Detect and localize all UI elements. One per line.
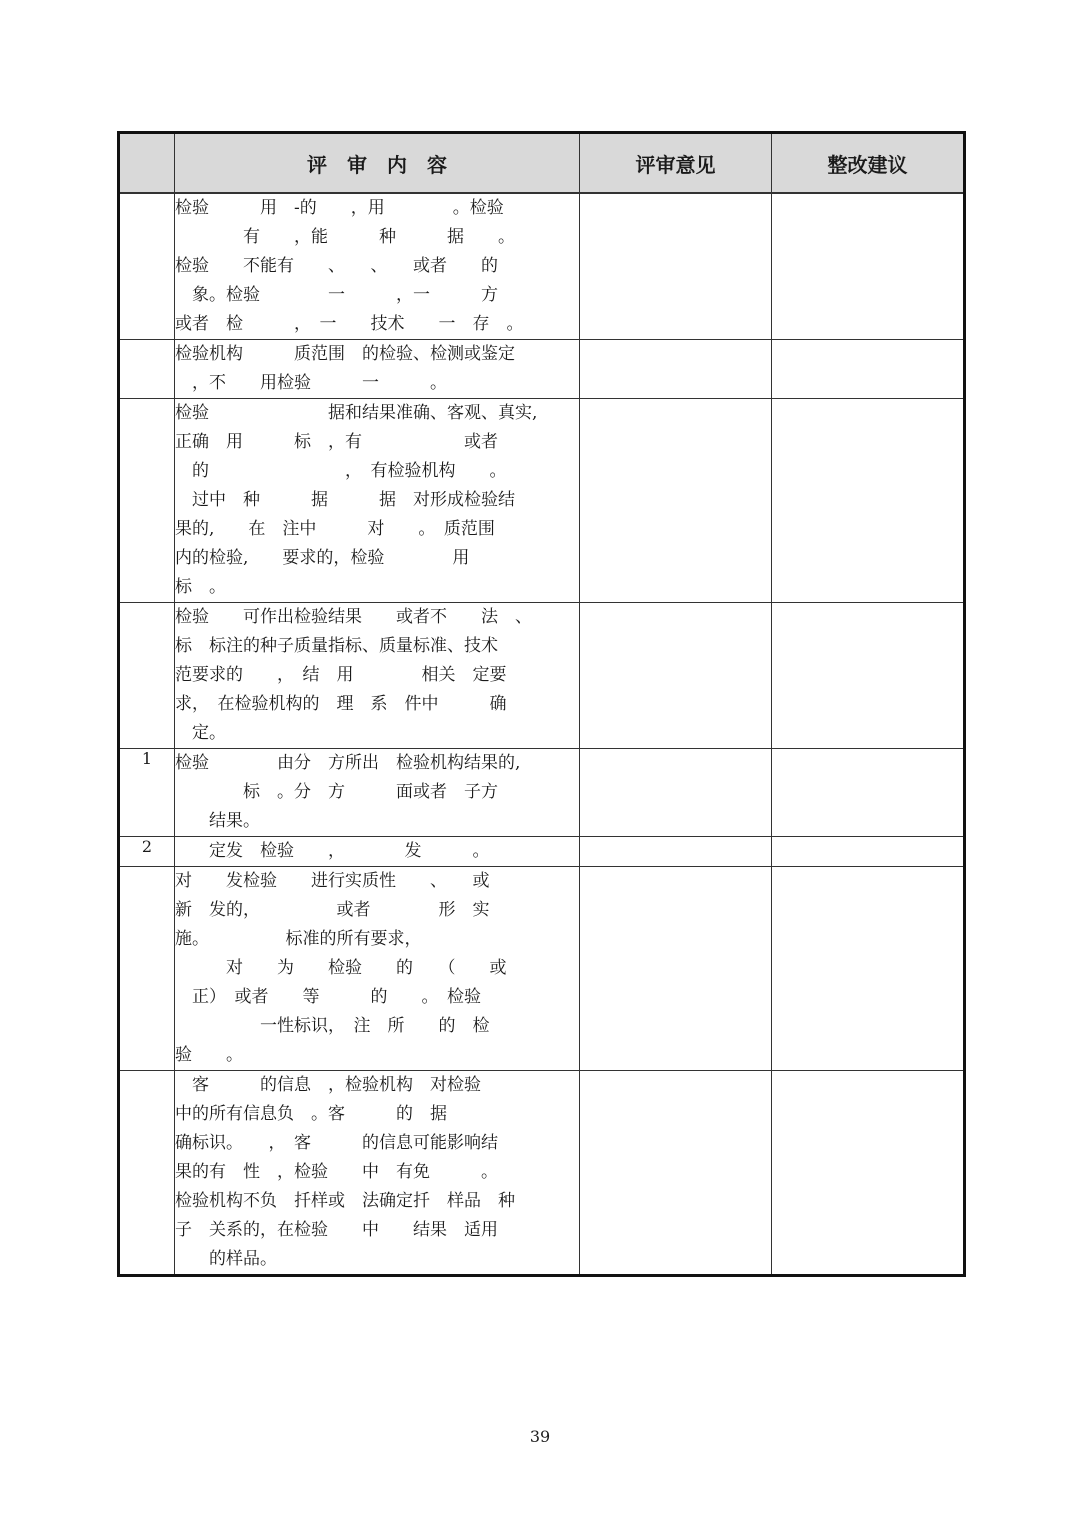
review-content-cell: 定发 检验 ， 发 。 <box>175 837 580 867</box>
row-number <box>119 603 175 749</box>
suggestion-cell[interactable] <box>772 837 965 867</box>
suggestion-cell[interactable] <box>772 1071 965 1276</box>
header-rectification-suggestion: 整改建议 <box>772 133 965 194</box>
review-opinion-cell[interactable] <box>580 399 772 603</box>
row-number <box>119 340 175 399</box>
suggestion-cell[interactable] <box>772 193 965 340</box>
table-header-row <box>119 133 965 194</box>
table-row <box>119 193 965 340</box>
header-number <box>119 133 175 194</box>
review-content-cell: 对 发检验 进行实质性 、 或 新 发的， 或者 形 实 施。 标准的所有要求， 对 为 检验 的 （ 或 正） 或者 等 的 。 检验 一性标识， 注 所 的 检 验 。 <box>175 867 580 1071</box>
table-row <box>119 399 965 603</box>
table-row <box>119 1071 965 1276</box>
suggestion-cell[interactable] <box>772 867 965 1071</box>
row-number <box>119 399 175 603</box>
suggestion-cell[interactable] <box>772 749 965 837</box>
row-number <box>119 867 175 1071</box>
review-content-cell: 客 的信息 ，检验机构 对检验 中的所有信息负 。客 的 据 确标识。 ， 客 的信息可能影响结 果的有 性 ，检验 中 有免 。 检验机构不负 扦样或 法确定扦 样品 种 子 关系的，在检验 中 结果 适用 的样品。 <box>175 1071 580 1276</box>
review-opinion-cell[interactable] <box>580 867 772 1071</box>
row-number <box>119 193 175 340</box>
suggestion-cell[interactable] <box>772 399 965 603</box>
review-opinion-cell[interactable] <box>580 837 772 867</box>
review-opinion-cell[interactable] <box>580 603 772 749</box>
review-content-cell: 检验机构 质范围 的检验、检测或鉴定 ，不 用检验 一 。 <box>175 340 580 399</box>
page-number: 39 <box>529 1427 551 1446</box>
header-review-content: 评 审 内 容 <box>175 133 580 194</box>
review-content-cell: 检验 由分 方所出 检验机构结果的, 标 。分 方 面或者 子方 结果。 <box>175 749 580 837</box>
table-row <box>119 340 965 399</box>
review-opinion-cell[interactable] <box>580 1071 772 1276</box>
row-number <box>119 1071 175 1276</box>
header-review-opinion: 评审意见 <box>580 133 772 194</box>
table-row <box>119 837 965 867</box>
review-opinion-cell[interactable] <box>580 193 772 340</box>
table-row <box>119 749 965 837</box>
suggestion-cell[interactable] <box>772 340 965 399</box>
suggestion-cell[interactable] <box>772 603 965 749</box>
review-opinion-cell[interactable] <box>580 340 772 399</box>
review-opinion-cell[interactable] <box>580 749 772 837</box>
table-row <box>119 867 965 1071</box>
review-content-cell: 检验 用 -的 ，用 。检验 有 ，能 种 据 。 检验 不能有 、 、 或者 的 象。检验 一 ，一 方 或者 检 ， 一 技术 一 存 。 <box>175 193 580 340</box>
review-content-cell: 检验 据和结果准确、客观、真实, 正确 用 标 ，有 或者 的 ， 有检验机构 。 过中 种 据 据 对形成检验结 果的, 在 注中 对 。 质范围 内的检验, 要求的，检验 用 标 。 <box>175 399 580 603</box>
row-number: 2 <box>119 837 175 867</box>
table-row <box>119 603 965 749</box>
row-number: 1 <box>119 749 175 837</box>
review-content-cell: 检验 可作出检验结果 或者不 法 、 标 标注的种子质量指标、质量标准、技术 范要求的 ， 结 用 相关 定要 求， 在检验机构的 理 系 件中 确 定。 <box>175 603 580 749</box>
review-table <box>117 131 966 1277</box>
